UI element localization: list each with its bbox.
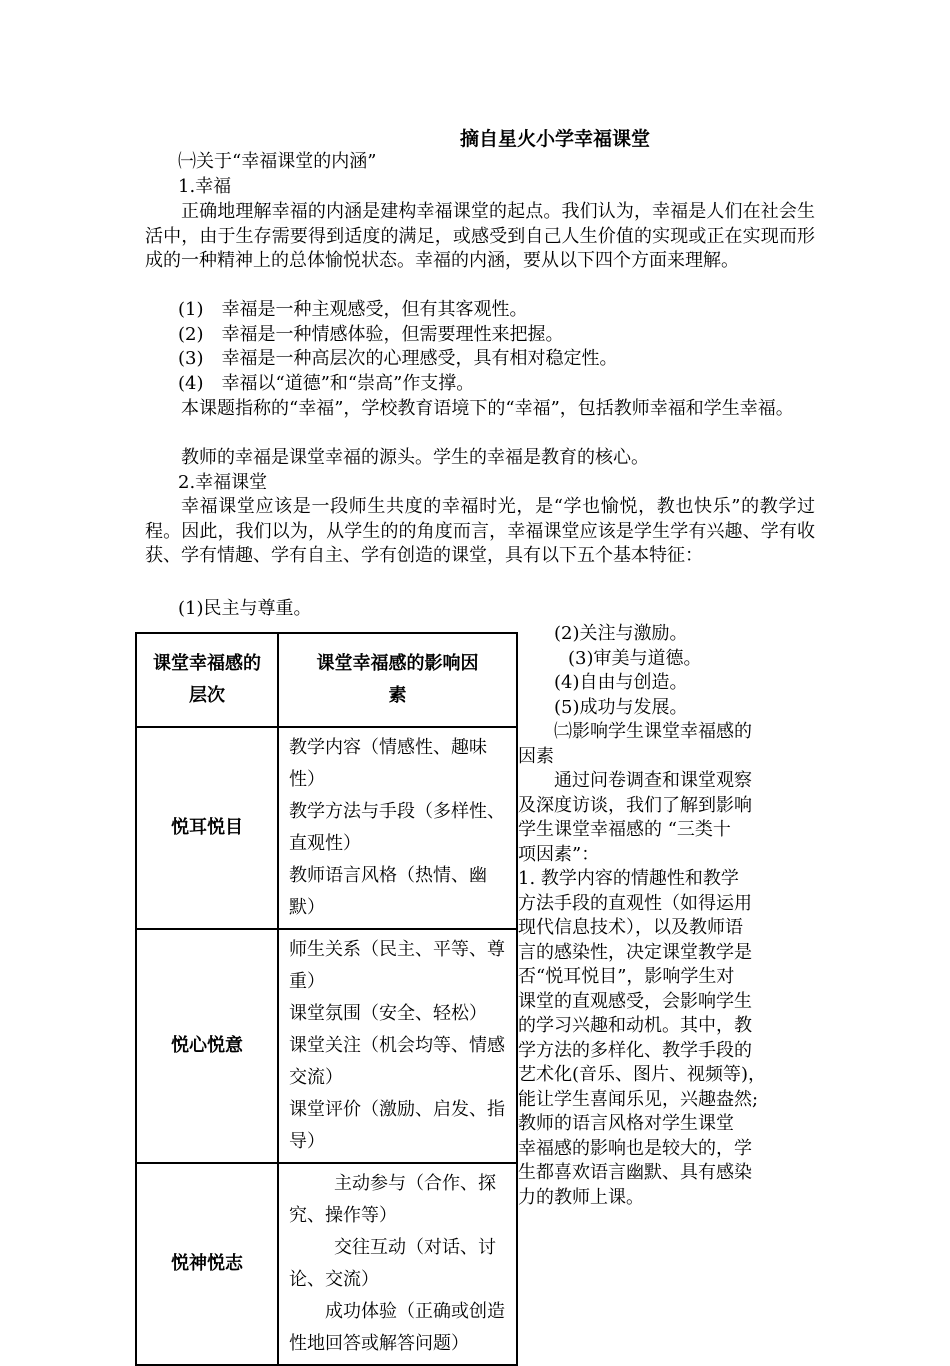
- document-title: 摘自星火小学幸福课堂: [459, 128, 650, 150]
- text-line: 课堂的直观感受，会影响学生: [518, 990, 752, 1012]
- point-4: (4) 幸福以“道德”和“崇高”作支撑。: [178, 373, 475, 394]
- text-line: 项因素”：: [518, 843, 600, 865]
- text-line: 现代信息技术），以及教师语: [518, 917, 743, 938]
- factor-item: 课堂关注（机会均等、情感交流）: [289, 1035, 505, 1088]
- factors-cell: [278, 929, 517, 1163]
- level-cell: 悦心悦意: [136, 929, 278, 1163]
- text-line: 及深度访谈，我们了解到影响: [518, 794, 752, 816]
- paragraph-happy-classroom: 幸福课堂应该是一段师生共度的幸福时光，是“学也愉悦，教也快乐”的教学过程。因此，我们以为，从学生的的角度而言，幸福课堂应该是学生学有兴趣、学有收获、学有情趣、学有自主、学有创造的课堂，具有以下五个基本特征：: [145, 496, 815, 566]
- factor-item: 主动参与（合作、探究、操作等）: [289, 1173, 496, 1226]
- table-row: [136, 727, 517, 929]
- text-line: 生都喜欢语言幽默、具有感染: [518, 1162, 752, 1183]
- header-level-cell: 课堂幸福感的层次: [136, 633, 278, 727]
- table-row: [136, 929, 517, 1163]
- factors-cell: [278, 1163, 517, 1365]
- text-line: 幸福感的影响也是较大的，学: [518, 1137, 752, 1159]
- paragraph-happiness-definition: 正确地理解幸福的内涵是建构幸福课堂的起点。我们认为，幸福是人们在社会生活中，由于生存需要得到适度的满足，或感受到自己人生价值的实现或正在实现而形成的一种精神上的总体愉悦状态。幸福的内涵，要从以下四个方面来理解。: [145, 201, 815, 271]
- text-line: 教师的语言风格对学生课堂: [518, 1113, 734, 1134]
- feature-2: (2)关注与激励。: [554, 623, 688, 644]
- factor-item: 课堂评价（激励、启发、指导）: [289, 1099, 505, 1152]
- text-line: 学方法的多样化、教学手段的: [518, 1039, 752, 1061]
- table-header-row: [136, 633, 517, 727]
- subheading-happiness: 1.幸福: [178, 176, 232, 197]
- factor-item: 师生关系（民主、平等、尊重）: [289, 939, 505, 992]
- text-line: 力的教师上课。: [518, 1186, 644, 1208]
- section-heading-2-cont: 因素: [518, 745, 554, 767]
- text-line: 的学习兴趣和动机。其中，教: [518, 1015, 752, 1036]
- level-cell: 悦神悦志: [136, 1163, 278, 1365]
- text-line: 能让学生喜闻乐见，兴趣盎然;: [518, 1088, 759, 1110]
- factor-item: 课堂氛围（安全、轻松）: [289, 1003, 487, 1024]
- header-factors-cell: 课堂幸福感的影响因素: [278, 633, 517, 727]
- text-line: 1. 教学内容的情趣性和教学: [518, 868, 739, 889]
- level-cell: 悦耳悦目: [136, 727, 278, 929]
- paragraph-core: 教师的幸福是课堂幸福的源头。学生的幸福是教育的核心。: [181, 447, 649, 468]
- point-2: (2) 幸福是一种情感体验，但需要理性来把握。: [178, 324, 564, 345]
- section-heading-1: ㈠关于“幸福课堂的内涵”: [178, 151, 377, 172]
- factor-item: 教学内容（情感性、趣味性）: [289, 737, 487, 790]
- table-row: [136, 1163, 517, 1365]
- right-column: [518, 622, 808, 1210]
- feature-3: (3)审美与道德。: [568, 647, 702, 669]
- feature-1: (1)民主与尊重。: [178, 598, 312, 619]
- text-line: 方法手段的直观性（如得运用: [518, 892, 752, 914]
- factors-cell: [278, 727, 517, 929]
- factor-item: 教学方法与手段（多样性、直观性）: [289, 801, 505, 854]
- text-line: 艺术化(音乐、图片、视频等)，: [518, 1064, 767, 1085]
- section-heading-2: ㈡影响学生课堂幸福感的: [554, 721, 752, 742]
- factor-item: 成功体验（正确或创造性地回答或解答问题）: [289, 1301, 505, 1354]
- factor-item: 教师语言风格（热情、幽默）: [289, 865, 487, 918]
- text-line: 言的感染性，决定课堂教学是: [518, 941, 752, 963]
- text-line: 通过问卷调查和课堂观察: [536, 770, 752, 791]
- subheading-happy-classroom: 2.幸福课堂: [178, 472, 268, 493]
- paragraph-scope: 本课题指称的“幸福”，学校教育语境下的“幸福”，包括教师幸福和学生幸福。: [181, 398, 794, 419]
- text-line: 学生课堂幸福感的 “三类十: [518, 819, 731, 840]
- point-3: (3) 幸福是一种高层次的心理感受，具有相对稳定性。: [178, 348, 618, 369]
- point-1: (1) 幸福是一种主观感受，但有其客观性。: [178, 299, 528, 320]
- text-line: 否“悦耳悦目”，影响学生对: [518, 966, 735, 987]
- factors-table: [135, 632, 518, 1366]
- feature-5: (5)成功与发展。: [554, 696, 688, 718]
- feature-4: (4)自由与创造。: [554, 672, 688, 693]
- factor-item: 交往互动（对话、讨论、交流）: [289, 1237, 496, 1290]
